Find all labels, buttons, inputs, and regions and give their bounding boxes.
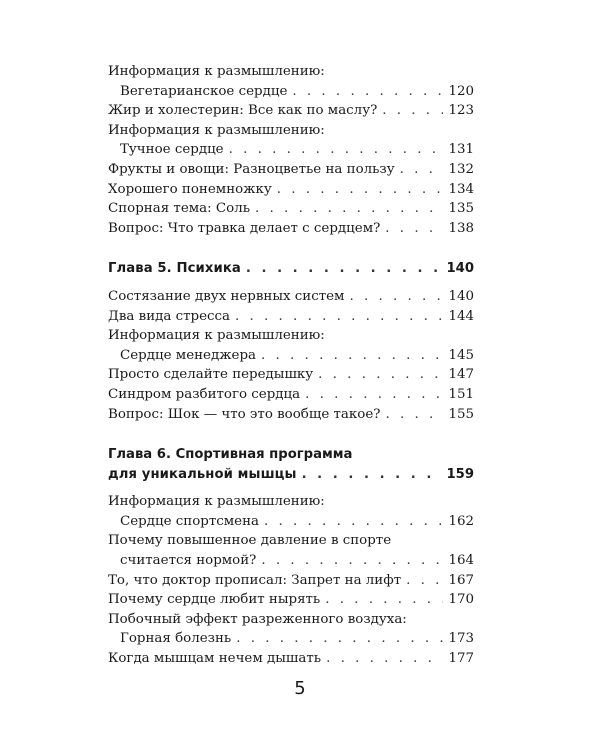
toc-entry-page: 177 <box>448 651 474 667</box>
toc-entry-title: Вопрос: Что травка делает с сердцем? <box>108 220 381 236</box>
toc-entry-title: Информация к размышлению: <box>108 64 325 79</box>
toc-entry-title: Два вида стресса <box>108 308 230 324</box>
toc-entry-page: 120 <box>448 83 474 99</box>
chapter-5-page: 140 <box>446 261 474 277</box>
toc-entry[interactable] <box>108 346 474 366</box>
leader-dots <box>246 259 442 279</box>
toc-entry-title: Вопрос: Шок — что это вообще такое? <box>108 406 381 422</box>
leader-dots <box>385 405 443 425</box>
leader-dots <box>325 590 443 610</box>
toc-entry-page: 173 <box>448 631 474 647</box>
chapter-6-heading[interactable] <box>108 465 474 485</box>
toc-entry-title: Хорошего понемножку <box>108 181 272 197</box>
toc-entry <box>108 531 474 551</box>
toc-entry-page: 167 <box>448 572 474 588</box>
leader-dots <box>406 571 443 591</box>
toc-entry-title: Информация к размышлению: <box>108 122 325 138</box>
toc-entry-title: Сердце менеджера <box>120 347 257 363</box>
leader-dots <box>229 140 444 160</box>
toc-entry[interactable] <box>108 101 474 121</box>
toc-entry[interactable] <box>108 287 474 307</box>
toc-entry-title: Фрукты и овощи: Разноцветье на пользу <box>108 161 395 177</box>
toc-entry-page: 123 <box>448 103 474 119</box>
toc-entry-page: 140 <box>448 288 474 304</box>
leader-dots <box>385 219 443 239</box>
table-of-contents <box>108 62 474 669</box>
leader-dots <box>261 346 443 366</box>
toc-entry-page: 144 <box>448 308 474 324</box>
toc-entry[interactable] <box>108 512 474 532</box>
toc-entry-page: 170 <box>448 592 474 608</box>
toc-entry[interactable] <box>108 571 474 591</box>
toc-entry-title: считается нормой? <box>120 553 257 569</box>
toc-entry-title: Вегетарианское сердце <box>120 83 288 99</box>
leader-dots <box>292 82 443 102</box>
leader-dots <box>236 629 443 649</box>
toc-entry[interactable] <box>108 649 474 669</box>
toc-entry <box>108 121 474 141</box>
toc-entry-title: Состязание двух нервных систем <box>108 288 345 304</box>
toc-entry-page: 162 <box>448 513 474 529</box>
leader-dots <box>255 199 443 219</box>
leader-dots <box>302 465 442 485</box>
toc-entry-title: Информация к размышлению: <box>108 494 325 510</box>
toc-entry-title: Информация к размышлению: <box>108 328 325 344</box>
toc-entry-page: 151 <box>448 386 474 402</box>
leader-dots <box>349 287 443 307</box>
toc-entry <box>108 62 474 82</box>
toc-entry-page: 132 <box>448 161 474 177</box>
leader-dots <box>264 512 443 532</box>
leader-dots <box>382 101 443 121</box>
toc-entry[interactable] <box>108 180 474 200</box>
chapter-5-heading[interactable] <box>108 259 474 279</box>
toc-entry-title: Горная болезнь <box>120 631 232 647</box>
toc-entry-title: Жир и холестерин: Все как по маслу? <box>108 103 378 119</box>
toc-entry-page: 138 <box>448 220 474 236</box>
toc-entry[interactable] <box>108 140 474 160</box>
chapter-6-title-line2: для уникальной мышцы <box>108 466 297 482</box>
toc-entry[interactable] <box>108 405 474 425</box>
toc-entry-title: Синдром разбитого сердца <box>108 386 301 402</box>
toc-section-b <box>108 287 474 424</box>
toc-entry-title: Побочный эффект разреженного воздуха: <box>108 611 407 627</box>
toc-entry-page: 131 <box>448 142 474 158</box>
toc-entry[interactable] <box>108 219 474 239</box>
chapter-6-title-line1[interactable]: Глава 6. Спортивная программа <box>108 447 353 463</box>
toc-section-c <box>108 492 474 668</box>
leader-dots <box>235 307 443 327</box>
toc-entry[interactable] <box>108 629 474 649</box>
page-number: 5 <box>294 678 306 699</box>
toc-entry <box>108 610 474 630</box>
toc-entry[interactable] <box>108 551 474 571</box>
toc-entry-page: 135 <box>448 201 474 217</box>
toc-entry <box>108 492 474 512</box>
chapter-6-page: 159 <box>446 466 474 482</box>
leader-dots <box>277 180 444 200</box>
toc-entry-page: 147 <box>448 367 474 383</box>
toc-entry-title: Сердце спортсмена <box>120 513 259 529</box>
leader-dots <box>305 385 443 405</box>
toc-entry-title: Почему сердце любит нырять <box>108 592 321 608</box>
toc-entry[interactable] <box>108 385 474 405</box>
toc-section-a <box>108 62 474 238</box>
toc-entry[interactable] <box>108 160 474 180</box>
leader-dots <box>326 649 443 669</box>
toc-entry[interactable] <box>108 199 474 219</box>
chapter-5-title: Глава 5. Психика <box>108 261 241 277</box>
leader-dots <box>318 365 443 385</box>
toc-entry-title: Когда мышцам нечем дышать <box>108 651 322 667</box>
toc-entry-title: Почему повышенное давление в спорте <box>108 533 392 549</box>
leader-dots <box>400 160 444 180</box>
toc-entry-title: То, что доктор прописал: Запрет на лифт <box>108 572 402 588</box>
leader-dots <box>261 551 443 571</box>
toc-entry-title: Спорная тема: Соль <box>108 201 251 217</box>
toc-entry[interactable] <box>108 307 474 327</box>
toc-entry[interactable] <box>108 365 474 385</box>
toc-entry-title: Тучное сердце <box>120 142 224 158</box>
toc-entry-page: 155 <box>448 406 474 422</box>
toc-entry-page: 145 <box>448 347 474 363</box>
toc-entry <box>108 326 474 346</box>
toc-entry-title: Просто сделайте передышку <box>108 367 314 383</box>
toc-entry-page: 164 <box>448 553 474 569</box>
toc-entry[interactable] <box>108 590 474 610</box>
toc-entry-page: 134 <box>448 181 474 197</box>
toc-entry[interactable] <box>108 82 474 102</box>
